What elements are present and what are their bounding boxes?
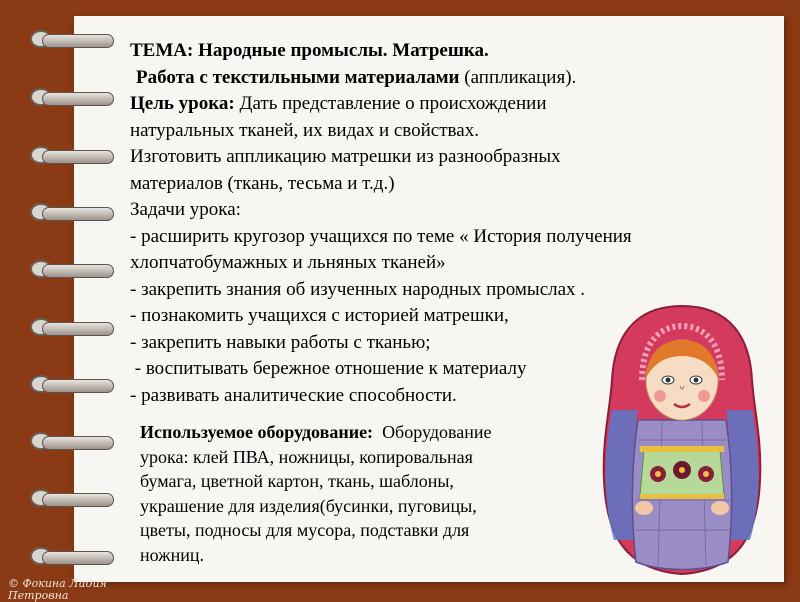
spiral-ring-icon [28,373,114,395]
lesson-work-line [130,65,750,92]
spiral-ring-icon [28,487,114,509]
lesson-work-bold: Работа с текстильными материалами [136,66,460,88]
spiral-ring-icon [28,545,114,567]
spiral-ring-icon [28,258,114,280]
lesson-goal-label: Цель урока: [130,93,235,114]
equipment-line-5: цветы, подносы для мусора, подставки для [140,520,470,540]
spiral-ring-icon [28,316,114,338]
equipment-line-4: украшение для изделия(бусинки, пуговицы, [140,495,477,516]
lesson-goal-line-2: натуральных тканей, их видах и свойствах. [130,119,479,141]
lesson-task-5: - воспитывать бережное отношение к материалу [130,358,527,379]
lesson-goal-line [130,91,750,118]
equipment-line-1 [140,420,590,445]
spiral-ring-icon [28,28,114,50]
lesson-task-6: - развивать аналитические способности. [130,384,457,406]
author-credit [8,578,107,602]
lesson-task-1b: хлопчатобумажных и льняных тканей» [130,252,446,273]
equipment-label: Используемое оборудование: [140,422,374,442]
equipment-line-2: урока: клей ПВА, ножницы, копировальная [140,446,473,467]
lesson-task-4: - закрепить навыки работы с тканью; [130,331,431,353]
lesson-tasks-label: Задачи урока: [130,199,241,220]
spiral-ring-icon [28,86,114,108]
matryoshka-applique-icon [592,300,772,580]
author-credit-line-1: © Фокина Лидия [8,577,107,590]
lesson-make-line-1: Изготовить аппликацию матрешки из разнообразных [130,146,561,167]
author-credit-line-2: Петровна [8,589,69,602]
spiral-ring-icon [28,430,114,452]
lesson-topic: ТЕМА: Народные промыслы. Матрешка. [130,40,489,61]
spiral-ring-icon [28,144,114,166]
equipment-line-3: бумага, цветной картон, ткань, шаблоны, [140,471,454,491]
lesson-task-3: - познакомить учащихся с историей матрешки, [130,305,509,326]
equipment-text [140,420,590,567]
lesson-task-1a: - расширить кругозор учащихся по теме « История получения [130,225,632,247]
equipment-line-6: ножниц. [140,544,205,565]
lesson-task-2: - закрепить знания об изученных народных промыслах . [130,278,586,300]
equipment-text-1: Оборудование [373,422,492,442]
lesson-work-rest: (аппликация). [459,66,577,88]
lesson-make-line-2: материалов (ткань, тесьма и т.д.) [130,172,395,194]
lesson-goal-text: Дать представление о происхождении [234,93,547,114]
spiral-ring-icon [28,201,114,223]
